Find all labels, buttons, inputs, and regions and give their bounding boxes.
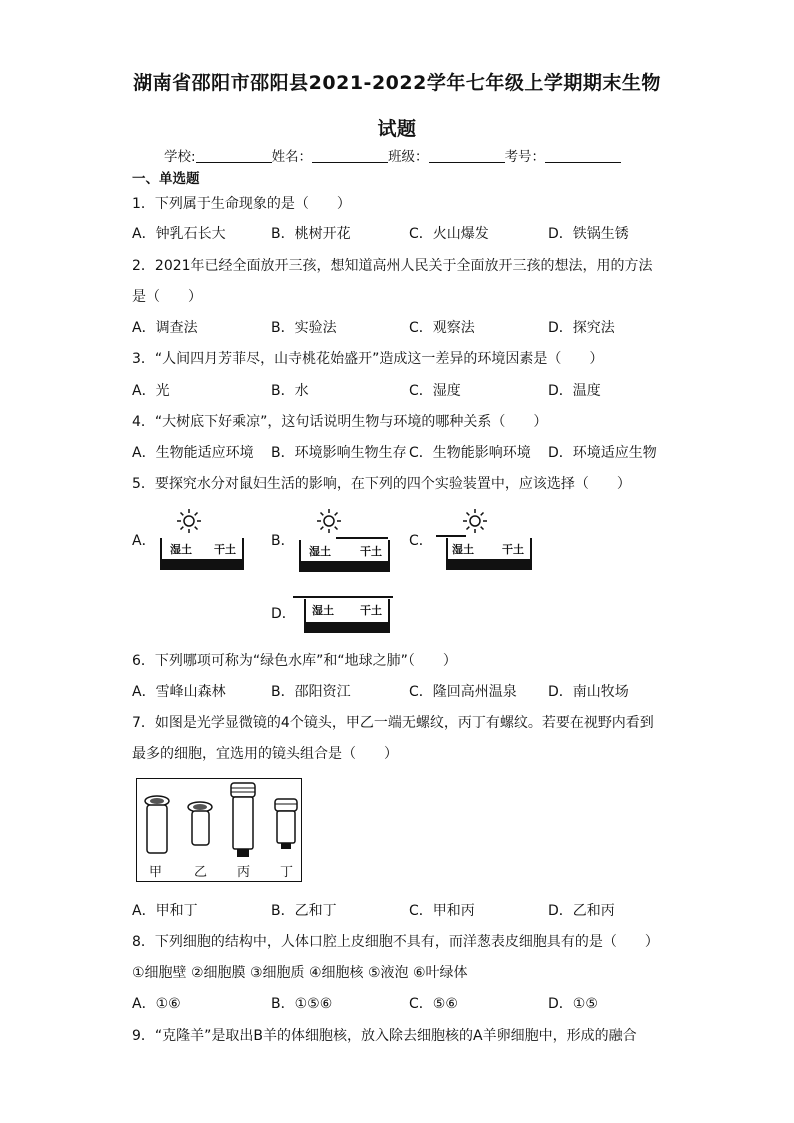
option: D．南山牧场: [548, 684, 629, 700]
lens-yi: [188, 802, 212, 845]
question-stem: 3．“人间四月芳菲尽，山寺桃花始盛开”造成这一差异的环境因素是（ ）: [132, 351, 604, 367]
name-label: 姓名：: [271, 149, 313, 165]
question-stem: 6．下列哪项可称为“绿色水库”和“地球之肺”（ ）: [132, 653, 457, 669]
option: C．甲和丙: [409, 903, 475, 919]
option: D．: [271, 606, 296, 622]
option: B．实验法: [271, 320, 337, 336]
lens-figure: [136, 778, 302, 882]
option: D．①⑤: [548, 996, 598, 1012]
option: B．桃树开花: [271, 226, 351, 242]
soil-layer: [301, 561, 388, 570]
option: A．光: [132, 383, 170, 399]
option: D．铁锅生锈: [548, 226, 629, 242]
lens-ding: [275, 799, 297, 849]
option: A．①⑥: [132, 996, 181, 1012]
option: A．钟乳石长大: [132, 226, 226, 242]
option: B．水: [271, 383, 309, 399]
school-label: 学校:: [164, 149, 196, 165]
lens-label: 甲: [149, 865, 163, 880]
page-title-line2: 试题: [377, 118, 417, 140]
class-blank: [429, 148, 505, 163]
lens-label: 丁: [280, 865, 294, 880]
dry-soil-label: 干土: [214, 543, 236, 556]
option: C．湿度: [409, 383, 461, 399]
question-stem: 1．下列属于生命现象的是（ ）: [132, 196, 351, 212]
option: B．: [271, 533, 295, 549]
number-blank: [545, 148, 621, 163]
question-stem: 9．“克隆羊”是取出B羊的体细胞核，放入除去细胞核的A羊卵细胞中，形成的融合: [132, 1028, 637, 1044]
cover-board: [336, 537, 388, 539]
school-blank: [196, 148, 272, 163]
question-stem: 是（ ）: [132, 289, 202, 305]
number-label: 考号：: [504, 149, 546, 165]
lens-label: 丙: [237, 865, 251, 880]
option: D．乙和丙: [548, 903, 615, 919]
student-info-line: [164, 145, 621, 165]
sun-icon: [316, 508, 342, 534]
apparatus-b: [299, 540, 390, 572]
question-stem: 2．2021年已经全面放开三孩，想知道高州人民关于全面放开三孩的想法，用的方法: [132, 258, 653, 274]
question-stem: 5．要探究水分对鼠妇生活的影响，在下列的四个实验装置中，应该选择（ ）: [132, 476, 631, 492]
option: C．⑤⑥: [409, 996, 458, 1012]
option: C．生物能影响环境: [409, 445, 531, 461]
option: C．隆回高州温泉: [409, 684, 517, 700]
soil-layer: [448, 559, 530, 568]
dry-soil-label: 干土: [502, 543, 524, 556]
cover-board: [436, 535, 466, 537]
apparatus-c: [446, 538, 532, 570]
question-stem: 4．“大树底下好乘凉”，这句话说明生物与环境的哪种关系（ ）: [132, 414, 548, 430]
option: C．观察法: [409, 320, 475, 336]
option: A．甲和丁: [132, 903, 198, 919]
option: A．雪峰山森林: [132, 684, 226, 700]
page-title: 湖南省邵阳市邵阳县2021-2022学年七年级上学期期末生物: [133, 72, 661, 94]
option: A．: [132, 533, 156, 549]
apparatus-d: [304, 599, 390, 633]
soil-layer: [162, 559, 242, 568]
wet-soil-label: 湿土: [309, 545, 331, 558]
option: A．生物能适应环境: [132, 445, 254, 461]
lens-jia: [145, 796, 169, 853]
option: B．①⑤⑥: [271, 996, 333, 1012]
sun-icon: [176, 508, 202, 534]
dry-soil-label: 干土: [360, 604, 382, 617]
option: A．调查法: [132, 320, 198, 336]
option: D．环境适应生物: [548, 445, 657, 461]
option: C．: [409, 533, 433, 549]
option: B．乙和丁: [271, 903, 337, 919]
option: B．环境影响生物生存: [271, 445, 407, 461]
question-stem: ①细胞壁 ②细胞膜 ③细胞质 ④细胞核 ⑤液泡 ⑥叶绿体: [132, 965, 468, 981]
name-blank: [312, 148, 388, 163]
cover-board: [293, 596, 393, 598]
lens-bing: [231, 783, 255, 857]
dry-soil-label: 干土: [360, 545, 382, 558]
wet-soil-label: 湿土: [452, 543, 474, 556]
question-stem: 7．如图是光学显微镜的4个镜头，甲乙一端无螺纹，丙丁有螺纹。若要在视野内看到: [132, 715, 654, 731]
wet-soil-label: 湿土: [170, 543, 192, 556]
option: C．火山爆发: [409, 226, 489, 242]
section-heading: 一、单选题: [132, 171, 200, 187]
option: B．邵阳资江: [271, 684, 351, 700]
wet-soil-label: 湿土: [312, 604, 334, 617]
question-stem: 最多的细胞，宜选用的镜头组合是（ ）: [132, 746, 398, 762]
lens-label: 乙: [194, 865, 208, 880]
class-label: 班级：: [388, 149, 429, 165]
question-stem: 8．下列细胞的结构中，人体口腔上皮细胞不具有，而洋葱表皮细胞具有的是（ ）: [132, 934, 659, 950]
option: D．温度: [548, 383, 601, 399]
sun-icon: [462, 508, 488, 534]
soil-layer: [306, 622, 388, 631]
option: D．探究法: [548, 320, 615, 336]
apparatus-a: [160, 538, 244, 570]
